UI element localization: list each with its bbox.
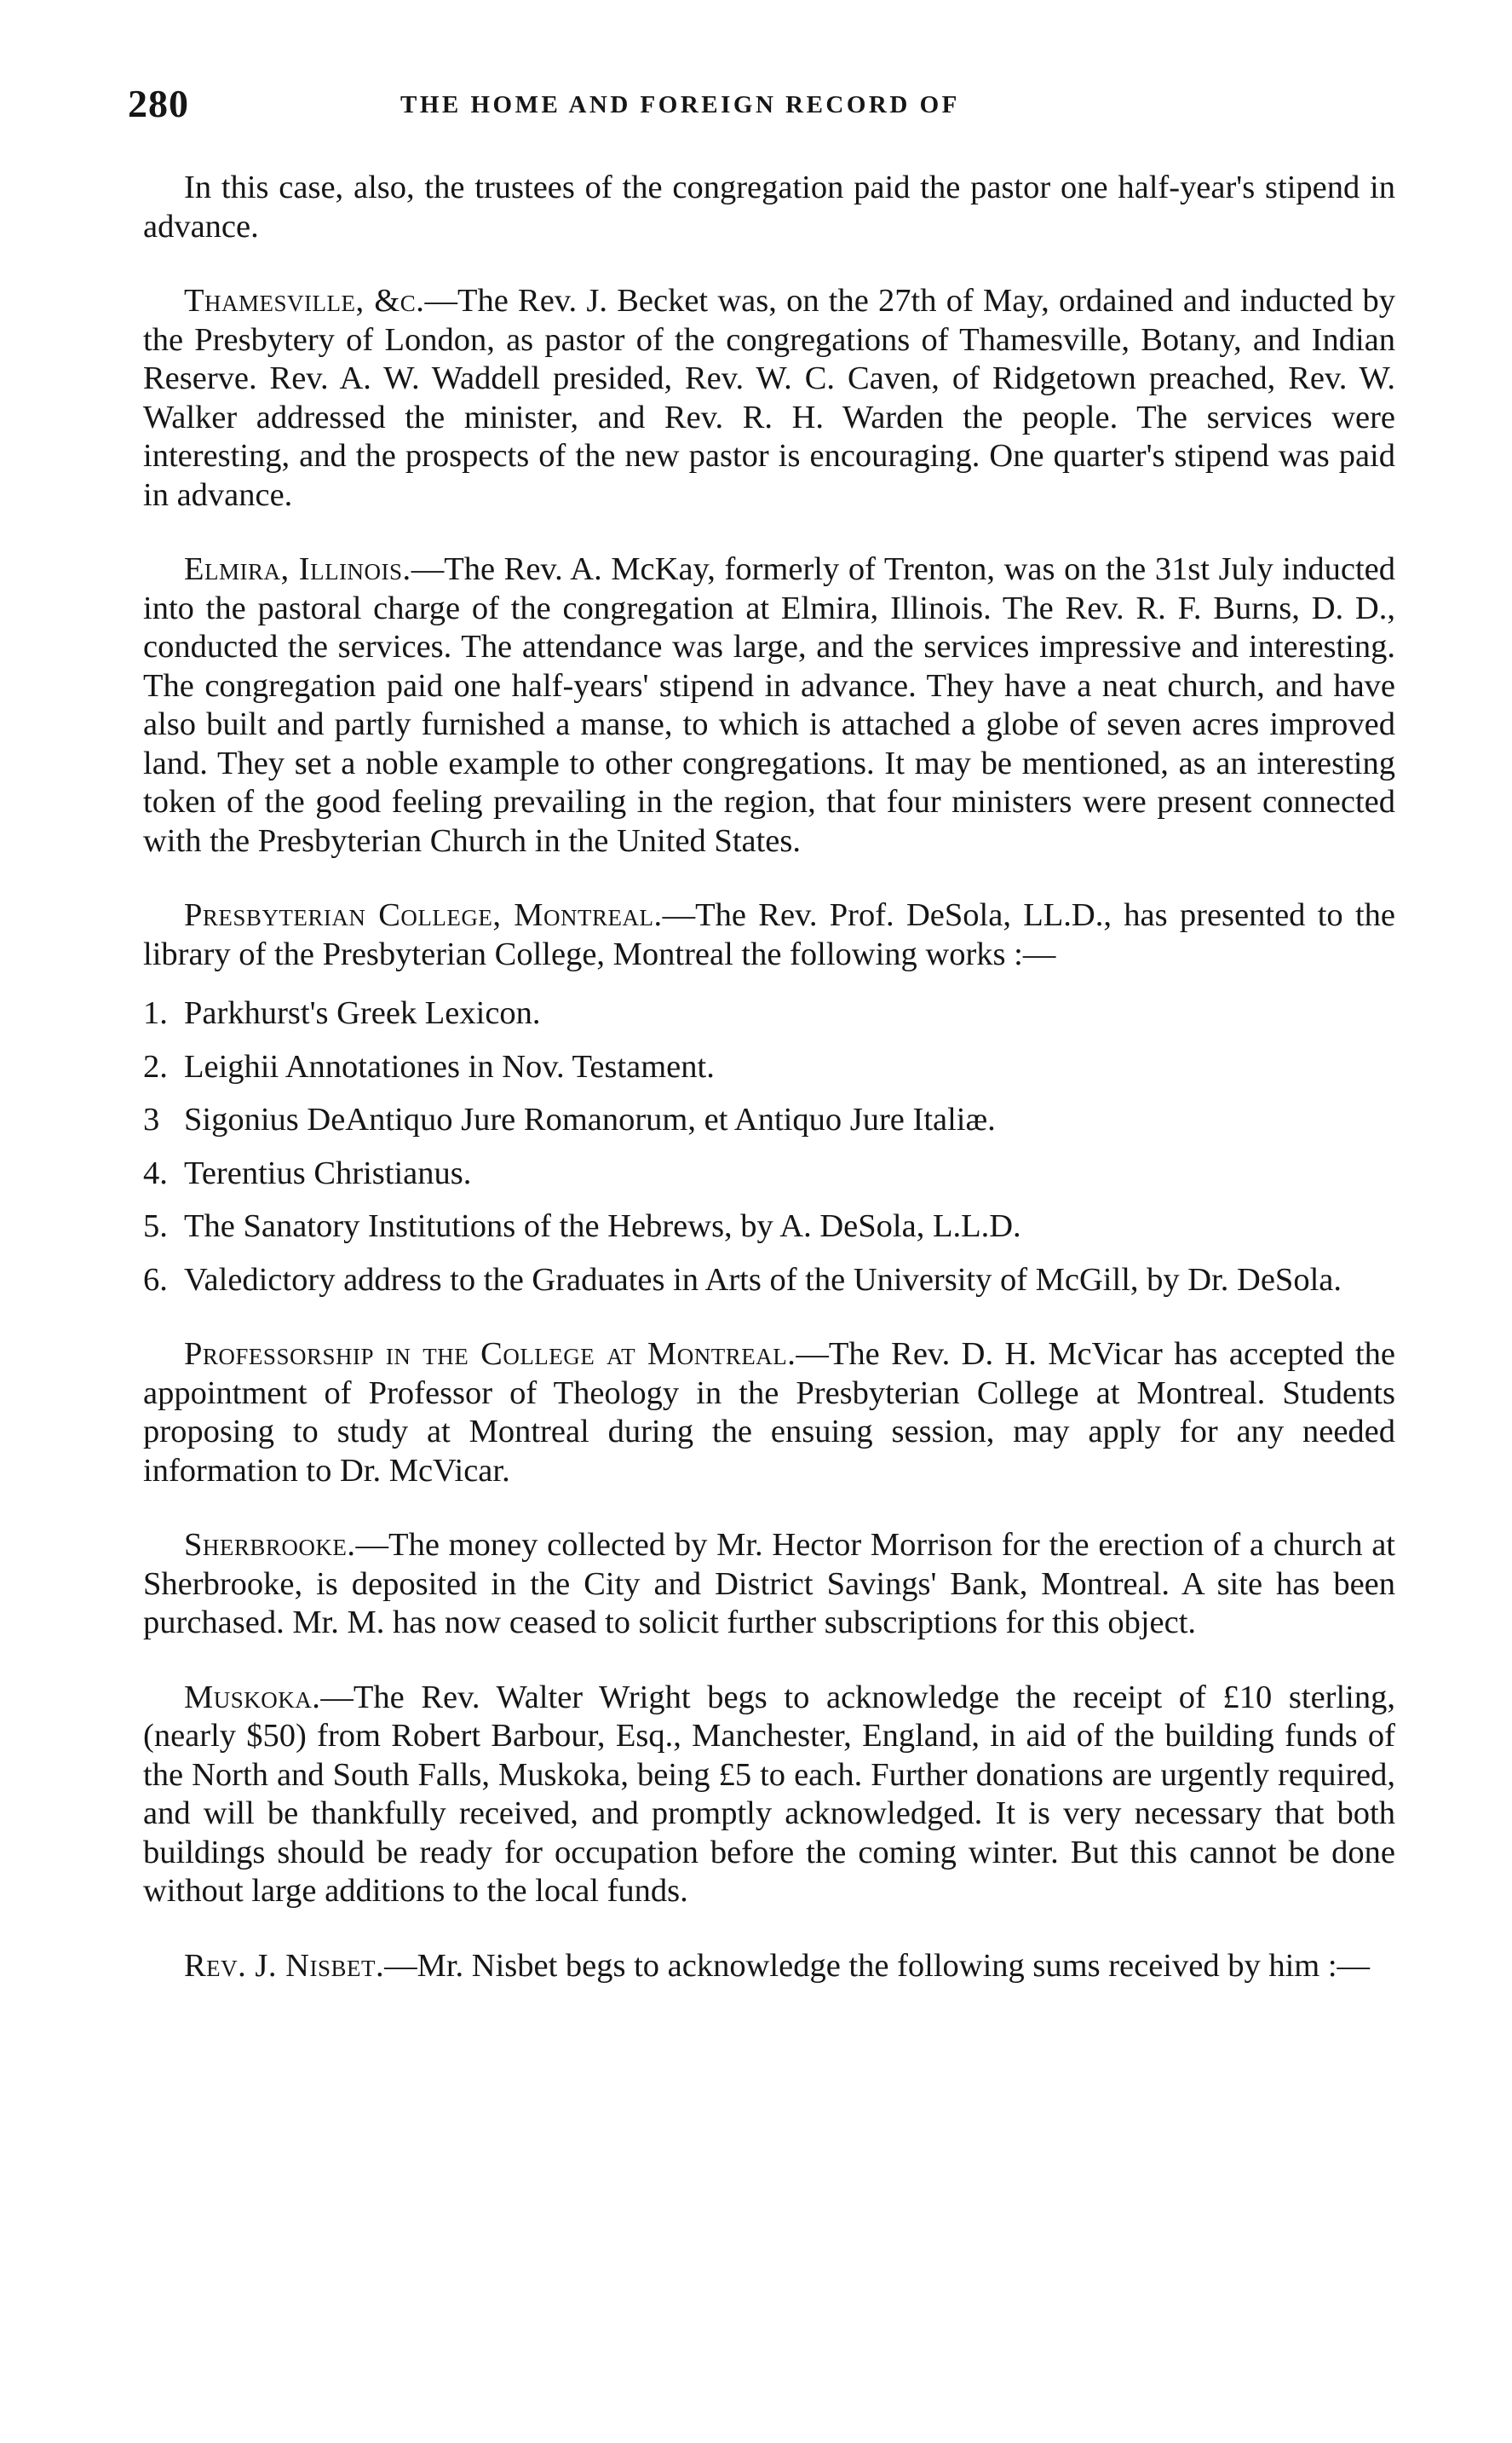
section-lead: Professorship in the College at Montreal.: [184, 1336, 796, 1372]
section-lead: Presbyterian College, Montreal.: [184, 897, 663, 933]
list-item: 5. The Sanatory Institutions of the Hebrews, by A. DeSola, L.L.D.: [143, 1208, 1021, 1244]
section-body: —Mr. Nisbet begs to acknowledge the following sums received by him :—: [384, 1947, 1371, 1984]
section-lead: Rev. J. Nisbet.: [184, 1947, 385, 1984]
list-item: 2. Leighii Annotationes in Nov. Testament.: [143, 1048, 715, 1085]
list-item: 1. Parkhurst's Greek Lexicon.: [143, 995, 541, 1031]
list-item: 3 Sigonius DeAntiquo Jure Romanorum, et Antiquo Jure Italiæ.: [143, 1102, 996, 1138]
section-body: —The Rev. D. H. McVicar has accepted the appointment of Professor of Theology in the Presbyterian College at Montreal. Students proposing to study at Montreal during the ensuing session, may apply for any needed information to Dr. McVicar.: [143, 1336, 1395, 1489]
section-lead: Muskoka.: [184, 1679, 321, 1715]
section-lead: Elmira, Illinois.: [184, 551, 411, 587]
page-header: [128, 81, 1406, 132]
list-item: 4. Terentius Christianus.: [143, 1155, 472, 1191]
page-number: 280: [128, 82, 189, 125]
college-paragraph: [143, 896, 1395, 974]
list-item: 6. Valedictory address to the Graduates in Arts of the University of McGill, by Dr. DeSola.: [143, 1261, 1342, 1298]
section-body: —The Rev. Walter Wright begs to acknowledge the receipt of £10 sterling, (nearly $50) from Robert Barbour, Esq., Manchester, England, in aid of the building funds of the North and South Falls, Muskoka, being £5 to each. Further donations are urgently required, and will be thankfully received, and promptly acknowledged. It is very necessary that both buildings should be ready for occupation before the coming winter. But this cannot be done without large additions to the local funds.: [143, 1679, 1395, 1909]
section-body: —The Rev. A. McKay, formerly of Trenton, was on the 31st July inducted into the pastoral charge of the congregation at Elmira, Illinois. The Rev. R. F. Burns, D. D., conducted the services. The attendance was large, and the services impressive and interesting. The congregation paid one half-years' stipend in advance. They have a neat church, and have also built and partly furnished a manse, to which is attached a globe of seven acres improved land. They set a noble example to other congregations. It may be mentioned, as an interesting token of the good feeling prevailing in the region, that four ministers were present connected with the Presbyterian Church in the United States.: [143, 551, 1395, 859]
section-body: —The Rev. J. Becket was, on the 27th of May, ordained and inducted by the Presbytery of London, as pastor of the congregations of Thamesville, Botany, and Indian Reserve. Rev. A. W. Waddell presided, Rev. W. C. Caven, of Ridgetown preached, Rev. W. Walker addressed the minister, and Rev. R. H. Warden the people. The services were interesting, and the prospects of the new pastor is encouraging. One quarter's stipend was paid in advance.: [143, 283, 1395, 513]
muskoka-paragraph: [143, 1679, 1395, 1911]
intro-paragraph: In this case, also, the trustees of the congregation paid the pastor one half-year's stipend in advance.: [143, 170, 1395, 245]
section-lead: Thamesville, &c.: [184, 283, 425, 319]
sherbrooke-paragraph: [143, 1526, 1395, 1643]
section-lead: Sherbrooke.: [184, 1527, 356, 1563]
section-body: —The Rev. Prof. DeSola, LL.D., has presented to the library of the Presbyterian College, Montreal the following works :—: [143, 897, 1395, 972]
nisbet-paragraph: [143, 1947, 1395, 1986]
professorship-paragraph: [143, 1335, 1395, 1490]
section-body: —The money collected by Mr. Hector Morrison for the erection of a church at Sherbrooke, is deposited in the City and District Savings' Bank, Montreal. A site has been purchased. Mr. M. has now ceased to solicit further subscriptions for this object.: [143, 1527, 1395, 1640]
elmira-paragraph: [143, 550, 1395, 861]
thamesville-paragraph: [143, 282, 1395, 515]
donated-works-list: [143, 994, 1395, 1299]
running-title: THE HOME AND FOREIGN RECORD OF: [400, 91, 960, 118]
article-body: [143, 169, 1395, 2021]
